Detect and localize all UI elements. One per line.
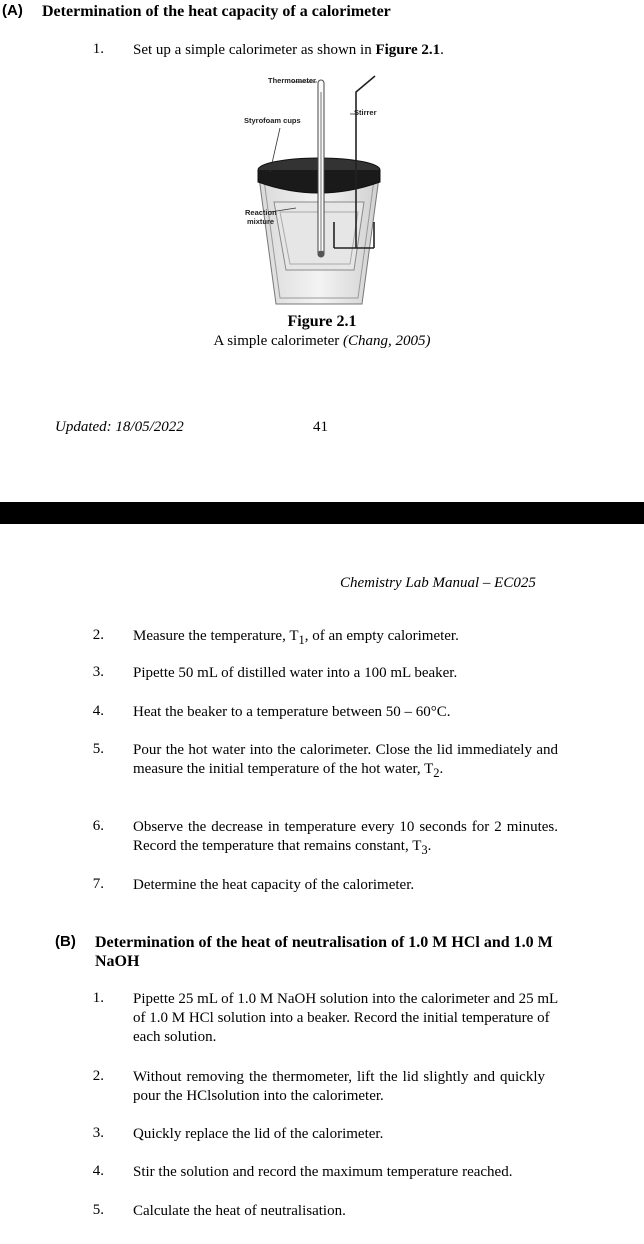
step-a3-text: Pipette 50 mL of distilled water into a 100 mL beaker. [133, 665, 458, 681]
section-a-label: (A) [2, 2, 23, 19]
section-b-label: (B) [55, 933, 76, 950]
step-a6-number: 6. [92, 818, 104, 834]
label-thermometer: Thermometer [268, 76, 316, 85]
label-reaction: Reaction [245, 208, 277, 217]
page-number: 41 [313, 419, 328, 435]
step-a2-text: Measure the temperature, $T_1$, of an empty calorimeter. [133, 628, 459, 647]
section-a-title: Determination of the heat capacity of a calorimeter [42, 3, 391, 20]
calorimeter-diagram [230, 72, 400, 312]
step-a1-number: 1. [92, 41, 104, 57]
step-a5-text: Pour the hot water into the calorimeter. Close the lid immediately and measure the initial temperature of the hot water, $T_2$. [133, 742, 558, 780]
figure-caption: A simple calorimeter (Chang, 2005) [213, 333, 431, 349]
step-b4-text: Stir the solution and record the maximum temperature reached. [133, 1164, 513, 1180]
page-break [0, 502, 644, 524]
footer-updated-date: Updated: 18/05/2022 [55, 419, 184, 435]
step-b5-text: Calculate the heat of neutralisation. [133, 1203, 346, 1219]
label-stirrer: Stirrer [354, 108, 377, 117]
step-b3-text: Quickly replace the lid of the calorimeter. [133, 1126, 384, 1142]
label-mixture: mixture [247, 217, 275, 226]
step-b2-number: 2. [92, 1068, 104, 1084]
header-manual-title: Chemistry Lab Manual – EC025 [340, 575, 536, 591]
step-a7-number: 7. [92, 876, 104, 892]
step-b3-number: 3. [92, 1125, 104, 1141]
step-b5-number: 5. [92, 1202, 104, 1218]
step-b1-number: 1. [92, 990, 104, 1006]
step-a4-text: Heat the beaker to a temperature between 50 – 60°C. [133, 704, 451, 720]
step-a6-text: Observe the decrease in temperature every 10 seconds for 2 minutes. Record the temperature that remains constant, $T_3$. [133, 819, 558, 857]
step-a4-number: 4. [92, 703, 104, 719]
step-a7-text: Determine the heat capacity of the calorimeter. [133, 877, 415, 893]
step-a3-number: 3. [92, 664, 104, 680]
step-a2-number: 2. [92, 627, 104, 643]
step-b4-number: 4. [92, 1163, 104, 1179]
step-b1-text: Pipette 25 mL of 1.0 M NaOH solution into the calorimeter and 25 mL of 1.0 M HCl solution into a beaker. Record the initial temperature of each solution. [133, 991, 558, 1045]
section-b-title: Determination of the heat of neutralisation of 1.0 M HCl and 1.0 M NaOH [95, 934, 553, 970]
step-a5-number: 5. [92, 741, 104, 757]
label-styrofoam-cups: Styrofoam cups [244, 116, 301, 125]
step-a1-text: Set up a simple calorimeter as shown in Figure 2.1. [133, 42, 444, 58]
step-b2-text: Without removing the thermometer, lift the lid slightly and quickly pour the HClsolution into the calorimeter. [133, 1069, 545, 1104]
figure-reference: Figure 2.1 [375, 42, 441, 58]
figure-title: Figure 2.1 [287, 313, 357, 330]
